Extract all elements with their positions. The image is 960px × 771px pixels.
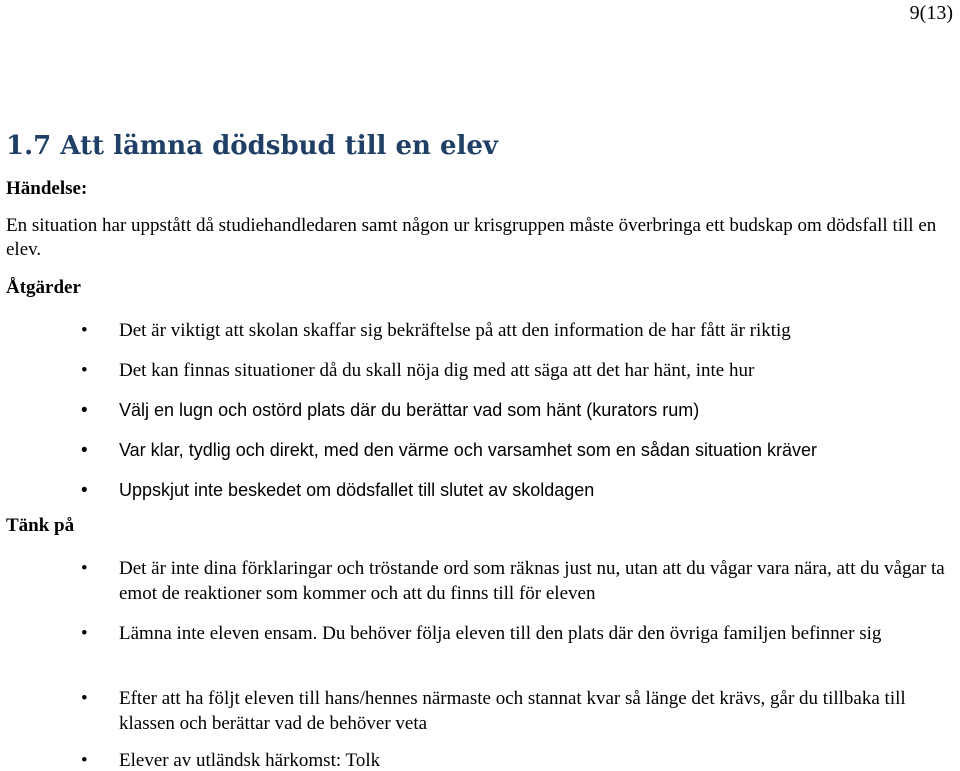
bullet-icon: • bbox=[81, 320, 88, 341]
bullet-icon: • bbox=[81, 623, 88, 644]
bullet-icon: • bbox=[81, 400, 88, 421]
tank-pa-label: Tänk på bbox=[6, 515, 75, 536]
bullet-icon: • bbox=[81, 688, 88, 709]
bullet-icon: • bbox=[81, 750, 88, 771]
list-item bbox=[81, 398, 949, 423]
bullet-icon: • bbox=[81, 558, 88, 579]
list-item-text: Det kan finnas situationer då du skall nöja dig med att säga att det har hänt, inte hur bbox=[119, 360, 755, 381]
handelse-text: En situation har uppstått då studiehandledaren samt någon ur krisgruppen måste överbringa ett budskap om dödsfall till en elev. bbox=[6, 215, 937, 260]
list-item-text: Lämna inte eleven ensam. Du behöver följa eleven till den plats där den övriga familjen befinner sig bbox=[119, 623, 882, 644]
list-item-text: Det är inte dina förklaringar och tröstande ord som räknas just nu, utan att du vågar vara nära, att du vågar ta emot de reaktioner som kommer och att du finns till för eleven bbox=[119, 558, 945, 604]
list-item bbox=[81, 621, 949, 646]
list-item bbox=[81, 748, 949, 771]
page-number: 9(13) bbox=[909, 2, 953, 24]
bullet-icon: • bbox=[81, 480, 88, 501]
handelse-label: Händelse: bbox=[6, 178, 88, 199]
list-item-text: Det är viktigt att skolan skaffar sig bekräftelse på att den information de har fått är riktig bbox=[119, 320, 791, 341]
list-item bbox=[81, 556, 949, 606]
list-item-text: Efter att ha följt eleven till hans/hennes närmaste och stannat kvar så länge det krävs, går du tillbaka till klassen och berättar vad de behöver veta bbox=[119, 688, 906, 734]
list-item-text: Var klar, tydlig och direkt, med den värme och varsamhet som en sådan situation kräver bbox=[119, 440, 817, 460]
list-item-text: Uppskjut inte beskedet om dödsfallet till slutet av skoldagen bbox=[119, 480, 595, 500]
list-item bbox=[81, 686, 949, 736]
bullet-icon: • bbox=[81, 360, 88, 381]
section-title: 1.7 Att lämna dödsbud till en elev bbox=[6, 131, 499, 161]
atgarder-label: Åtgärder bbox=[6, 277, 81, 298]
list-item bbox=[81, 478, 949, 503]
list-item-text: Välj en lugn och ostörd plats där du berättar vad som hänt (kurators rum) bbox=[119, 400, 700, 420]
bullet-icon: • bbox=[81, 440, 88, 461]
list-item bbox=[81, 318, 949, 343]
list-item bbox=[81, 358, 949, 383]
list-item bbox=[81, 438, 949, 463]
list-item-text: Elever av utländsk härkomst: Tolk bbox=[119, 750, 381, 771]
